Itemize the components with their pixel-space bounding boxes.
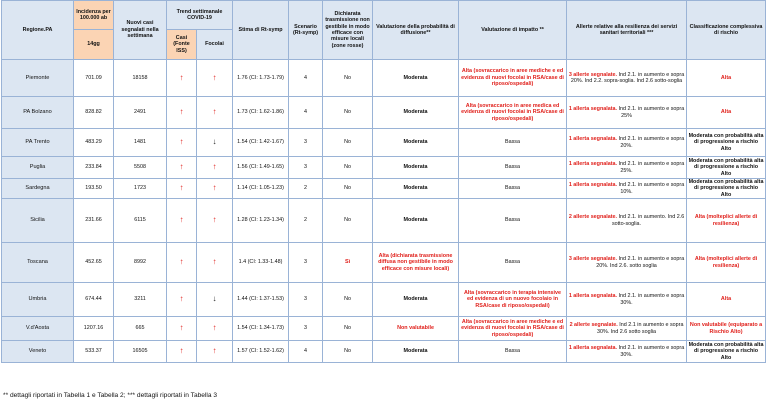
cell-nuovi: 18158 (114, 60, 167, 97)
arrow-up-icon: ↑ (212, 107, 217, 117)
cell-incidenza: 452.65 (74, 243, 114, 283)
cell-scenario: 3 (289, 157, 323, 179)
cell-allerte (567, 243, 687, 283)
cell-nuovi: 1723 (114, 179, 167, 199)
cell-allerte (567, 199, 687, 243)
cell-nuovi: 1481 (114, 129, 167, 157)
cell-rt: 1.44 (CI: 1.37-1.53) (233, 283, 289, 317)
cell-nuovi: 8992 (114, 243, 167, 283)
table-row (2, 129, 766, 157)
cell-rt: 1.14 (CI: 1.05-1.23) (233, 179, 289, 199)
arrow-up-icon: ↑ (212, 162, 217, 172)
cell-scenario: 3 (289, 283, 323, 317)
cell-class: Moderata con probabilità alta di progressione a rischio Alto (687, 341, 766, 363)
arrow-up-icon: ↑ (212, 215, 217, 225)
cell-casi (167, 97, 197, 129)
cell-rt: 1.57 (CI: 1.52-1.62) (233, 341, 289, 363)
allerte-detail: Ind 2.1. in aumento e sopra 30%. (617, 345, 685, 358)
header-classificazione: Classificazione complessiva di rischio (687, 1, 766, 60)
cell-impatto: Alta (sovraccarico in aree medica ed evidenza di nuovi focolai in RSA/case di riposo/ospedali) (459, 97, 567, 129)
cell-region: Umbria (2, 283, 74, 317)
arrow-down-icon: ↓ (212, 137, 217, 147)
header-casi: Casi (Fonte ISS) (167, 30, 197, 60)
arrow-up-icon: ↑ (212, 346, 217, 356)
allerte-count: 3 allerte segnalate. (568, 71, 618, 78)
cell-class: Alta (molteplici allerte di resilienza) (687, 199, 766, 243)
cell-incidenza: 233.84 (74, 157, 114, 179)
cell-allerte (567, 341, 687, 363)
cell-region: Puglia (2, 157, 74, 179)
cell-impatto: Bassa (459, 157, 567, 179)
cell-prob: Moderata (373, 341, 459, 363)
cell-scenario: 2 (289, 199, 323, 243)
table-row (2, 60, 766, 97)
arrow-up-icon: ↑ (179, 107, 184, 117)
cell-dichiarata: No (323, 283, 373, 317)
table-row (2, 341, 766, 363)
cell-dichiarata: No (323, 60, 373, 97)
table-row (2, 179, 766, 199)
header-dichiarata: Dichiarata trasmissione non gestibile in modo efficace con misure locali (zone rosse) (323, 1, 373, 60)
allerte-count: 1 allerta segnalata. (568, 345, 618, 352)
cell-dichiarata: No (323, 317, 373, 341)
cell-casi (167, 129, 197, 157)
arrow-up-icon: ↑ (179, 183, 184, 193)
cell-class: Moderata con probabilità alta di progressione a rischio Alto (687, 157, 766, 179)
arrow-up-icon: ↑ (179, 137, 184, 147)
cell-nuovi: 3211 (114, 283, 167, 317)
table-row (2, 317, 766, 341)
cell-focolai (197, 243, 233, 283)
cell-class: Alta (687, 283, 766, 317)
cell-dichiarata: No (323, 199, 373, 243)
cell-dichiarata: No (323, 179, 373, 199)
cell-nuovi: 16505 (114, 341, 167, 363)
cell-prob: Non valutabile (373, 317, 459, 341)
cell-impatto: Alta (sovraccarico in aree mediche e ed evidenza di nuovi focolai in RSA/case di riposo/ospedali) (459, 317, 567, 341)
cell-focolai (197, 199, 233, 243)
table-row (2, 243, 766, 283)
allerte-detail: Ind 2.1. in aumento e sopra 20%. Ind 2.2. sopra-soglia. Ind 2.6 sotto-soglia (570, 71, 685, 84)
table-row (2, 157, 766, 179)
cell-focolai (197, 179, 233, 199)
cell-allerte (567, 129, 687, 157)
cell-focolai (197, 97, 233, 129)
arrow-up-icon: ↑ (179, 257, 184, 267)
cell-region: Toscana (2, 243, 74, 283)
arrow-up-icon: ↑ (179, 294, 184, 304)
cell-allerte (567, 97, 687, 129)
cell-casi (167, 243, 197, 283)
arrow-up-icon: ↑ (212, 72, 217, 82)
arrow-up-icon: ↑ (179, 346, 184, 356)
cell-casi (167, 179, 197, 199)
cell-allerte (567, 157, 687, 179)
cell-impatto: Alta (sovraccarico in aree mediche e ed evidenza di nuovi focolai in RSA/case di riposo/ospedali) (459, 60, 567, 97)
cell-region: Veneto (2, 341, 74, 363)
cell-scenario: 4 (289, 341, 323, 363)
cell-allerte (567, 60, 687, 97)
cell-dichiarata: No (323, 129, 373, 157)
allerte-count: 2 allerte segnalate. (569, 322, 618, 329)
cell-dichiarata: No (323, 157, 373, 179)
allerte-count: 1 allerta segnalata. (568, 136, 618, 143)
cell-impatto: Bassa (459, 179, 567, 199)
header-stima-rt: Stima di Rt-symp (233, 1, 289, 60)
cell-rt: 1.4 (CI: 1.33-1.48) (233, 243, 289, 283)
cell-incidenza: 483.29 (74, 129, 114, 157)
cell-focolai (197, 157, 233, 179)
cell-incidenza: 828.82 (74, 97, 114, 129)
cell-casi (167, 60, 197, 97)
allerte-detail: Ind 2.1 in aumento e sopra 30%. Ind 2.6 sotto soglia (596, 322, 684, 335)
header-focolai: Focolai (197, 30, 233, 60)
allerte-count: 1 allerta segnalata. (568, 106, 618, 113)
cell-casi (167, 317, 197, 341)
cell-dichiarata: Sì (323, 243, 373, 283)
arrow-up-icon: ↑ (212, 323, 217, 333)
header-nuovi-casi: Nuovi casi segnalati nella settimana (114, 1, 167, 60)
header-valutazione-prob: Valutazione della probabilità di diffusione** (373, 1, 459, 60)
cell-scenario: 2 (289, 179, 323, 199)
allerte-count: 3 allerte segnalate. (568, 256, 618, 263)
arrow-up-icon: ↑ (179, 72, 184, 82)
cell-incidenza: 533.37 (74, 341, 114, 363)
cell-rt: 1.54 (CI: 1.34-1.73) (233, 317, 289, 341)
cell-rt: 1.76 (CI: 1.73-1.79) (233, 60, 289, 97)
allerte-detail: Ind 2.1. in aumento e sopra 25% (617, 106, 685, 119)
cell-incidenza: 231.66 (74, 199, 114, 243)
table-row (2, 199, 766, 243)
header-regione: Regione.PA (2, 1, 74, 60)
allerte-count: 1 allerta segnalata. (568, 182, 618, 189)
cell-rt: 1.56 (CI: 1.49-1.65) (233, 157, 289, 179)
cell-focolai (197, 317, 233, 341)
header-trend: Trend settimanale COVID-19 (167, 1, 233, 30)
cell-prob: Moderata (373, 60, 459, 97)
table-row (2, 97, 766, 129)
cell-prob: Moderata (373, 129, 459, 157)
arrow-up-icon: ↑ (179, 162, 184, 172)
cell-prob: Moderata (373, 199, 459, 243)
header-allerte: Allerte relative alla resilienza dei servizi sanitari territoriali *** (567, 1, 687, 60)
risk-table (1, 0, 766, 363)
allerte-detail: Ind 2.1. in aumento e sopra 20%. Ind 2.6. sotto soglia (596, 256, 685, 269)
cell-region: V.d'Aosta (2, 317, 74, 341)
allerte-detail: Ind 2.1. in aumento e sopra 10%. (617, 182, 685, 195)
cell-incidenza: 674.44 (74, 283, 114, 317)
header-valutazione-impatto: Valutazione di impatto ** (459, 1, 567, 60)
cell-impatto: Alta (sovraccarico in terapia intensive ed evidenza di un nuovo focolaio in RSA/case di riposo/ospedali) (459, 283, 567, 317)
header-incidenza: Incidenza per 100.000 ab (74, 1, 114, 30)
cell-prob: Moderata (373, 283, 459, 317)
cell-casi (167, 199, 197, 243)
table-row (2, 283, 766, 317)
allerte-detail: Ind 2.1. in aumento e sopra 30%. (617, 293, 685, 306)
cell-allerte (567, 317, 687, 341)
cell-prob: Moderata (373, 157, 459, 179)
cell-nuovi: 2491 (114, 97, 167, 129)
arrow-up-icon: ↑ (212, 257, 217, 267)
cell-scenario: 3 (289, 243, 323, 283)
cell-casi (167, 341, 197, 363)
header-scenario: Scenario (Rt-symp) (289, 1, 323, 60)
cell-dichiarata: No (323, 97, 373, 129)
allerte-count: 1 allerta segnalata. (568, 161, 618, 168)
cell-scenario: 3 (289, 129, 323, 157)
cell-allerte (567, 283, 687, 317)
cell-region: Sicilia (2, 199, 74, 243)
cell-casi (167, 157, 197, 179)
arrow-down-icon: ↓ (212, 294, 217, 304)
cell-region: Piemonte (2, 60, 74, 97)
cell-dichiarata: No (323, 341, 373, 363)
cell-rt: 1.28 (CI: 1.23-1.34) (233, 199, 289, 243)
cell-nuovi: 5508 (114, 157, 167, 179)
cell-focolai (197, 60, 233, 97)
cell-prob: Moderata (373, 179, 459, 199)
allerte-count: 1 allerta segnalata. (568, 293, 618, 300)
allerte-detail: Ind 2.1. in aumento e sopra 20%. (617, 136, 685, 149)
allerte-detail: Ind 2.1. in aumento. Ind 2.6 sotto-soglia. (611, 214, 685, 227)
table-body (2, 60, 766, 363)
cell-focolai (197, 283, 233, 317)
cell-impatto: Bassa (459, 243, 567, 283)
cell-scenario: 4 (289, 97, 323, 129)
cell-class: Alta (molteplici allerte di resilienza) (687, 243, 766, 283)
cell-impatto: Bassa (459, 129, 567, 157)
cell-incidenza: 701.09 (74, 60, 114, 97)
cell-focolai (197, 341, 233, 363)
cell-region: Sardegna (2, 179, 74, 199)
cell-prob: Moderata (373, 97, 459, 129)
cell-incidenza: 193.50 (74, 179, 114, 199)
cell-focolai (197, 129, 233, 157)
cell-prob: Alta (dichiarata trasmissione diffusa non gestibile in modo efficace con misure locali) (373, 243, 459, 283)
cell-incidenza: 1207.16 (74, 317, 114, 341)
arrow-up-icon: ↑ (179, 215, 184, 225)
cell-class: Moderata con probabilità alta di progressione a rischio Alto (687, 179, 766, 199)
cell-rt: 1.73 (CI: 1.62-1.86) (233, 97, 289, 129)
cell-class: Moderata con probabilità alta di progressione a rischio Alto (687, 129, 766, 157)
cell-nuovi: 6115 (114, 199, 167, 243)
cell-class: Alta (687, 60, 766, 97)
cell-scenario: 4 (289, 60, 323, 97)
footnote: ** dettagli riportati in Tabella 1 e Tabella 2; *** dettagli riportati in Tabella 3 (3, 392, 218, 399)
cell-allerte (567, 179, 687, 199)
header-period: 14gg (74, 30, 114, 60)
arrow-up-icon: ↑ (179, 323, 184, 333)
cell-scenario: 3 (289, 317, 323, 341)
cell-nuovi: 665 (114, 317, 167, 341)
arrow-up-icon: ↑ (212, 183, 217, 193)
cell-rt: 1.54 (CI: 1.42-1.67) (233, 129, 289, 157)
allerte-detail: Ind 2.1. in aumento e sopra 25%. (617, 161, 685, 174)
cell-class: Alta (687, 97, 766, 129)
cell-impatto: Bassa (459, 341, 567, 363)
cell-casi (167, 283, 197, 317)
cell-region: PA Bolzano (2, 97, 74, 129)
cell-region: PA Trento (2, 129, 74, 157)
allerte-count: 2 allerte segnalate. (568, 214, 618, 221)
cell-class: Non valutabile (equiparato a Rischio Alto) (687, 317, 766, 341)
cell-impatto: Bassa (459, 199, 567, 243)
